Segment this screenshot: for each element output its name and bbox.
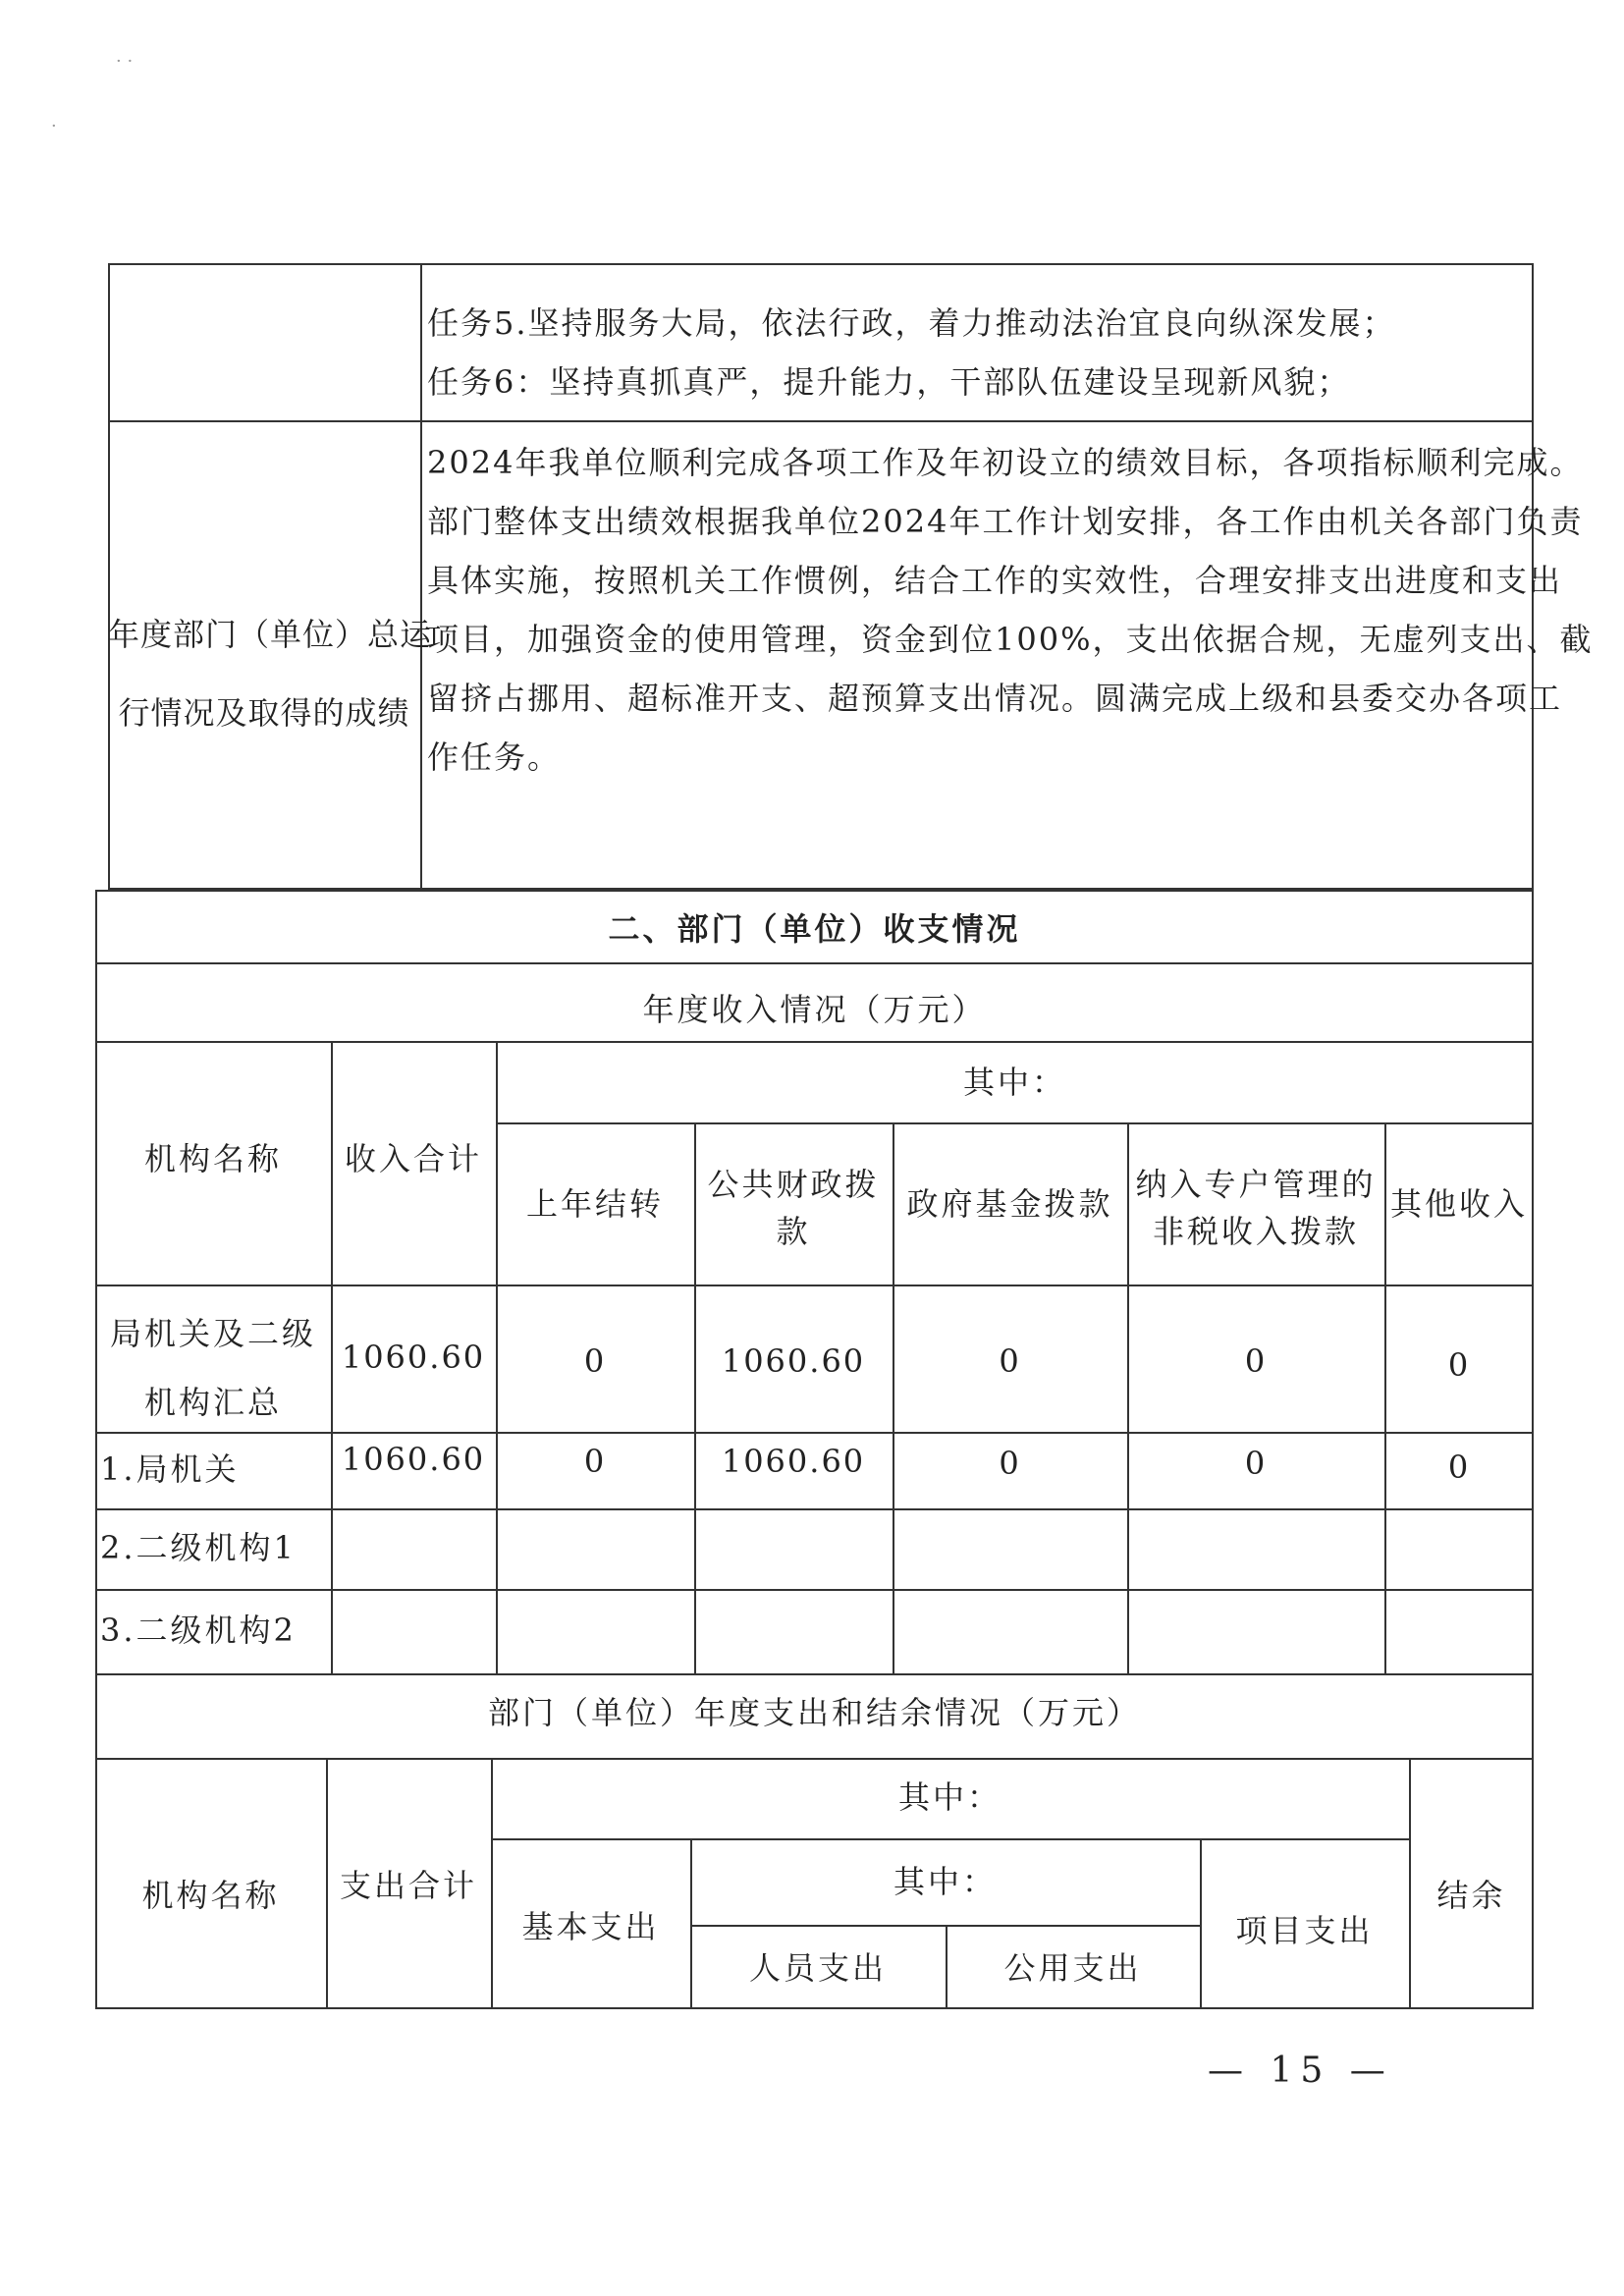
- income-cell-total: 1060.60: [341, 1441, 486, 1478]
- expense-col-balance: 结余: [1436, 1877, 1506, 1914]
- expense-title: 部门（单位）年度支出和结余情况（万元）: [487, 1694, 1141, 1731]
- annual-summary: [427, 433, 1594, 787]
- expense-col-staff: 人员支出: [748, 1949, 887, 1987]
- row-divider: [95, 1758, 1534, 1760]
- income-cell-other: 0: [1447, 1449, 1471, 1486]
- task-list: [427, 294, 1396, 411]
- summary-line: 留挤占挪用、超标准开支、超预算支出情况。圆满完成上级和县委交办各项工: [427, 680, 1563, 717]
- expense-col-basic: 基本支出: [521, 1908, 660, 1945]
- task-item: 任务6：坚持真抓真严，提升能力，干部队伍建设呈现新风貌；: [427, 363, 1351, 401]
- row-divider: [95, 1041, 1534, 1043]
- row-divider: [95, 1673, 1534, 1675]
- income-col-total: 收入合计: [344, 1140, 482, 1177]
- row-divider: [496, 1122, 1534, 1124]
- summary-line: 部门整体支出绩效根据我单位2024年工作计划安排，各工作由机关各部门负责: [427, 503, 1584, 540]
- income-col-gov: 政府基金拨款: [906, 1185, 1113, 1223]
- row-divider: [491, 1838, 1409, 1840]
- income-col-public: 公共财政拨 款: [707, 1166, 880, 1250]
- income-col-org: 机构名称: [143, 1140, 282, 1177]
- income-cell-other: 0: [1447, 1346, 1471, 1384]
- summary-line: 项目，加强资金的使用管理，资金到位100%，支出依据合规，无虚列支出、截: [427, 621, 1594, 658]
- row-divider: [95, 1508, 1534, 1510]
- label-column-divider: [420, 263, 422, 890]
- income-cell-special: 0: [1244, 1445, 1268, 1482]
- page-number: — 15 —: [1208, 2050, 1393, 2091]
- summary-line: 作任务。: [427, 738, 562, 776]
- income-cell-public: 1060.60: [721, 1443, 866, 1480]
- income-row-name: 局机关及二级 机构汇总: [109, 1315, 316, 1421]
- income-title: 年度收入情况（万元）: [642, 991, 987, 1028]
- expense-col-org: 机构名称: [141, 1877, 280, 1914]
- income-cell-gov: 0: [999, 1445, 1021, 1482]
- scan-speck: ·: [51, 116, 57, 137]
- income-cell-special: 0: [1244, 1342, 1268, 1380]
- annual-label: 年度部门（单位）总运 行情况及取得的成绩: [108, 616, 433, 732]
- row-divider: [95, 1589, 1534, 1591]
- task-item: 任务5.坚持服务大局，依法行政，着力推动法治宜良向纵深发展；: [427, 304, 1396, 342]
- income-row-name: 2.二级机构1: [100, 1529, 297, 1566]
- expense-group-label: 其中：: [897, 1778, 1001, 1816]
- income-cell-total: 1060.60: [341, 1339, 486, 1376]
- expense-col-total: 支出合计: [339, 1867, 477, 1904]
- section-title: 二、部门（单位）收支情况: [608, 910, 1021, 948]
- income-cell-prev: 0: [583, 1443, 607, 1480]
- income-col-other: 其他收入: [1389, 1185, 1528, 1223]
- row-divider: [108, 420, 1534, 422]
- income-group-label: 其中：: [962, 1064, 1066, 1101]
- expense-col-project: 项目支出: [1235, 1912, 1374, 1949]
- row-divider: [95, 962, 1534, 964]
- income-col-prev: 上年结转: [525, 1185, 664, 1223]
- expense-inner-group-label: 其中：: [893, 1863, 997, 1900]
- summary-line: 2024年我单位顺利完成各项工作及年初设立的绩效目标，各项指标顺利完成。: [427, 444, 1584, 481]
- income-cell-gov: 0: [999, 1342, 1021, 1380]
- income-col-special: 纳入专户管理的 非税收入拨款: [1135, 1166, 1377, 1250]
- row-divider: [95, 1285, 1534, 1286]
- income-cell-prev: 0: [583, 1342, 607, 1380]
- scan-speck: · ·: [116, 51, 134, 72]
- income-row-name: 1.局机关: [100, 1450, 240, 1488]
- expense-col-public: 公用支出: [1003, 1949, 1142, 1987]
- income-row-name: 3.二级机构2: [100, 1612, 297, 1649]
- income-cell-public: 1060.60: [721, 1342, 866, 1380]
- summary-line: 具体实施，按照机关工作惯例，结合工作的实效性，合理安排支出进度和支出: [427, 562, 1563, 599]
